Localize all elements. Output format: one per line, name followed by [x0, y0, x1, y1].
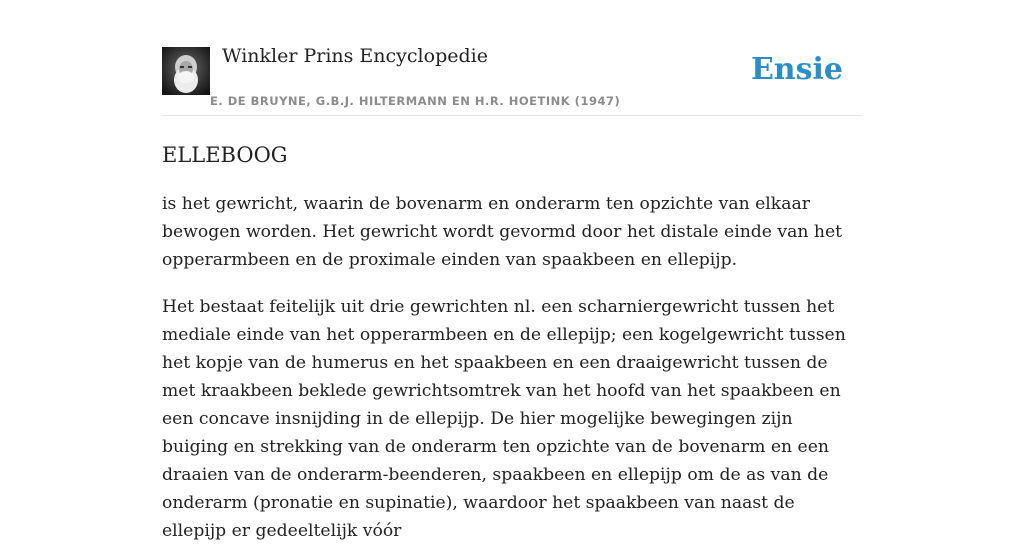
- source-header: [162, 0, 862, 116]
- author-portrait-icon[interactable]: [162, 47, 210, 95]
- authors-line: E. DE BRUYNE, G.B.J. HILTERMANN EN H.R. HOETINK (1947): [210, 94, 621, 108]
- work-title[interactable]: Winkler Prins Encyclopedie: [222, 45, 488, 67]
- content-column: [162, 0, 862, 545]
- portrait-graphic: [162, 47, 210, 95]
- brand-logo[interactable]: Ensie: [750, 52, 843, 87]
- article-title: ELLEBOOG: [162, 143, 288, 167]
- article-paragraph: is het gewricht, waarin de bovenarm en onderarm ten opzichte van elkaar bewogen worden. Het gewricht wordt gevormd door het distale einde van het opperarmbeen en de proximale einden van spaakbeen en ellepijp.: [162, 194, 843, 270]
- article-paragraph: Het bestaat feitelijk uit drie gewrichten nl. een scharniergewricht tussen het mediale einde van het opperarmbeen en de ellepijp; een kogelgewricht tussen het kopje van de humerus en het spaakbeen en een draaigewricht tussen de met kraakbeen beklede gewrichtsomtrek van het hoofd van het spaakbeen en een concave insnijding in de ellepijp. De hier mogelijke bewegingen zijn buiging en strekking van de onderarm ten opzichte van de bovenarm en een draaien van de onderarm-beenderen, spaakbeen en ellepijp om de as van de onderarm (pronatie en supinatie), waardoor het spaakbeen van naast de ellepijp er gedeeltelijk vóór: [162, 297, 846, 541]
